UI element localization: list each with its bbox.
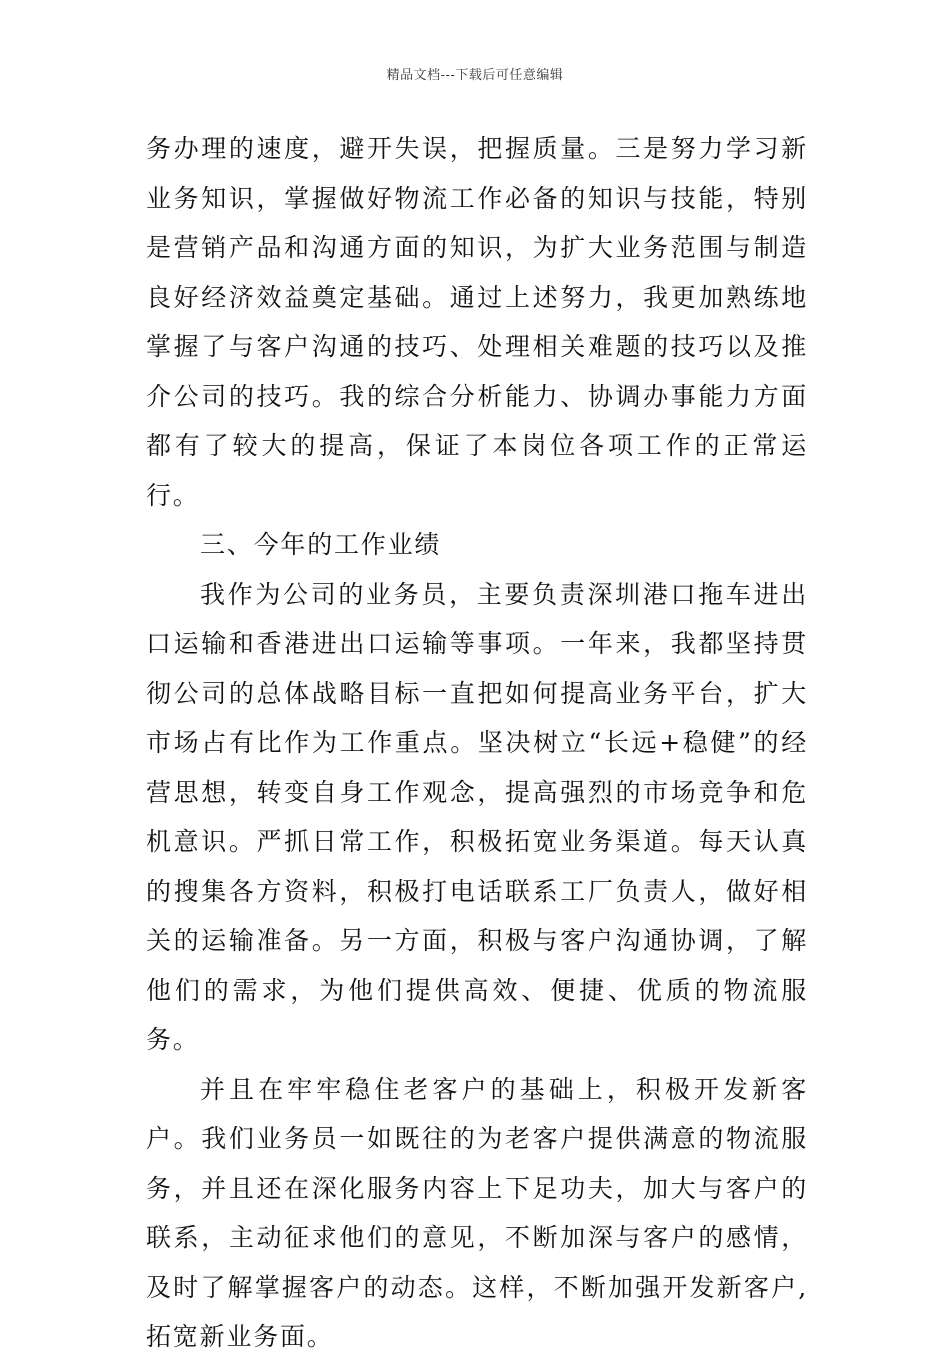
paragraph-new-clients: 并且在牢牢稳住老客户的基础上，积极开发新客户。我们业务员一如既往的为老客户提供满意的物流服务，并且还在深化服务内容上下足功夫，加大与客户的联系，主动征求他们的意见，不断加深与客户的感情，及时了解掌握客户的动态。这样，不断加强开发新客户,拓宽新业务面。: [146, 1074, 808, 1351]
page-header: 精品文档---下载后可任意编辑: [386, 68, 564, 83]
section-heading: 三、今年的工作业绩: [200, 530, 442, 559]
paragraph-continuation: 务办理的速度，避开失误，把握质量。三是努力学习新业务知识，掌握做好物流工作必备的知识与技能，特别是营销产品和沟通方面的知识，为扩大业务范围与制造良好经济效益奠定基础。通过上述努力，我更加熟练地掌握了与客户沟通的技巧、处理相关难题的技巧以及推介公司的技巧。我的综合分析能力、协调办事能力方面都有了较大的提高，保证了本岗位各项工作的正常运行。: [146, 134, 808, 510]
document-body: [146, 124, 808, 1362]
paragraph-work-results: 我作为公司的业务员，主要负责深圳港口拖车进出口运输和香港进出口运输等事项。一年来，我都坚持贯彻公司的总体战略目标一直把如何提高业务平台，扩大市场占有比作为工作重点。坚决树立“长远+稳健”的经营思想，转变自身工作观念，提高强烈的市场竞争和危机意识。严抓日常工作，积极拓宽业务渠道。每天认真的搜集各方资料，积极打电话联系工厂负责人，做好相关的运输准备。另一方面，积极与客户沟通协调，了解他们的需求，为他们提供高效、便捷、优质的物流服务。: [146, 579, 808, 1054]
